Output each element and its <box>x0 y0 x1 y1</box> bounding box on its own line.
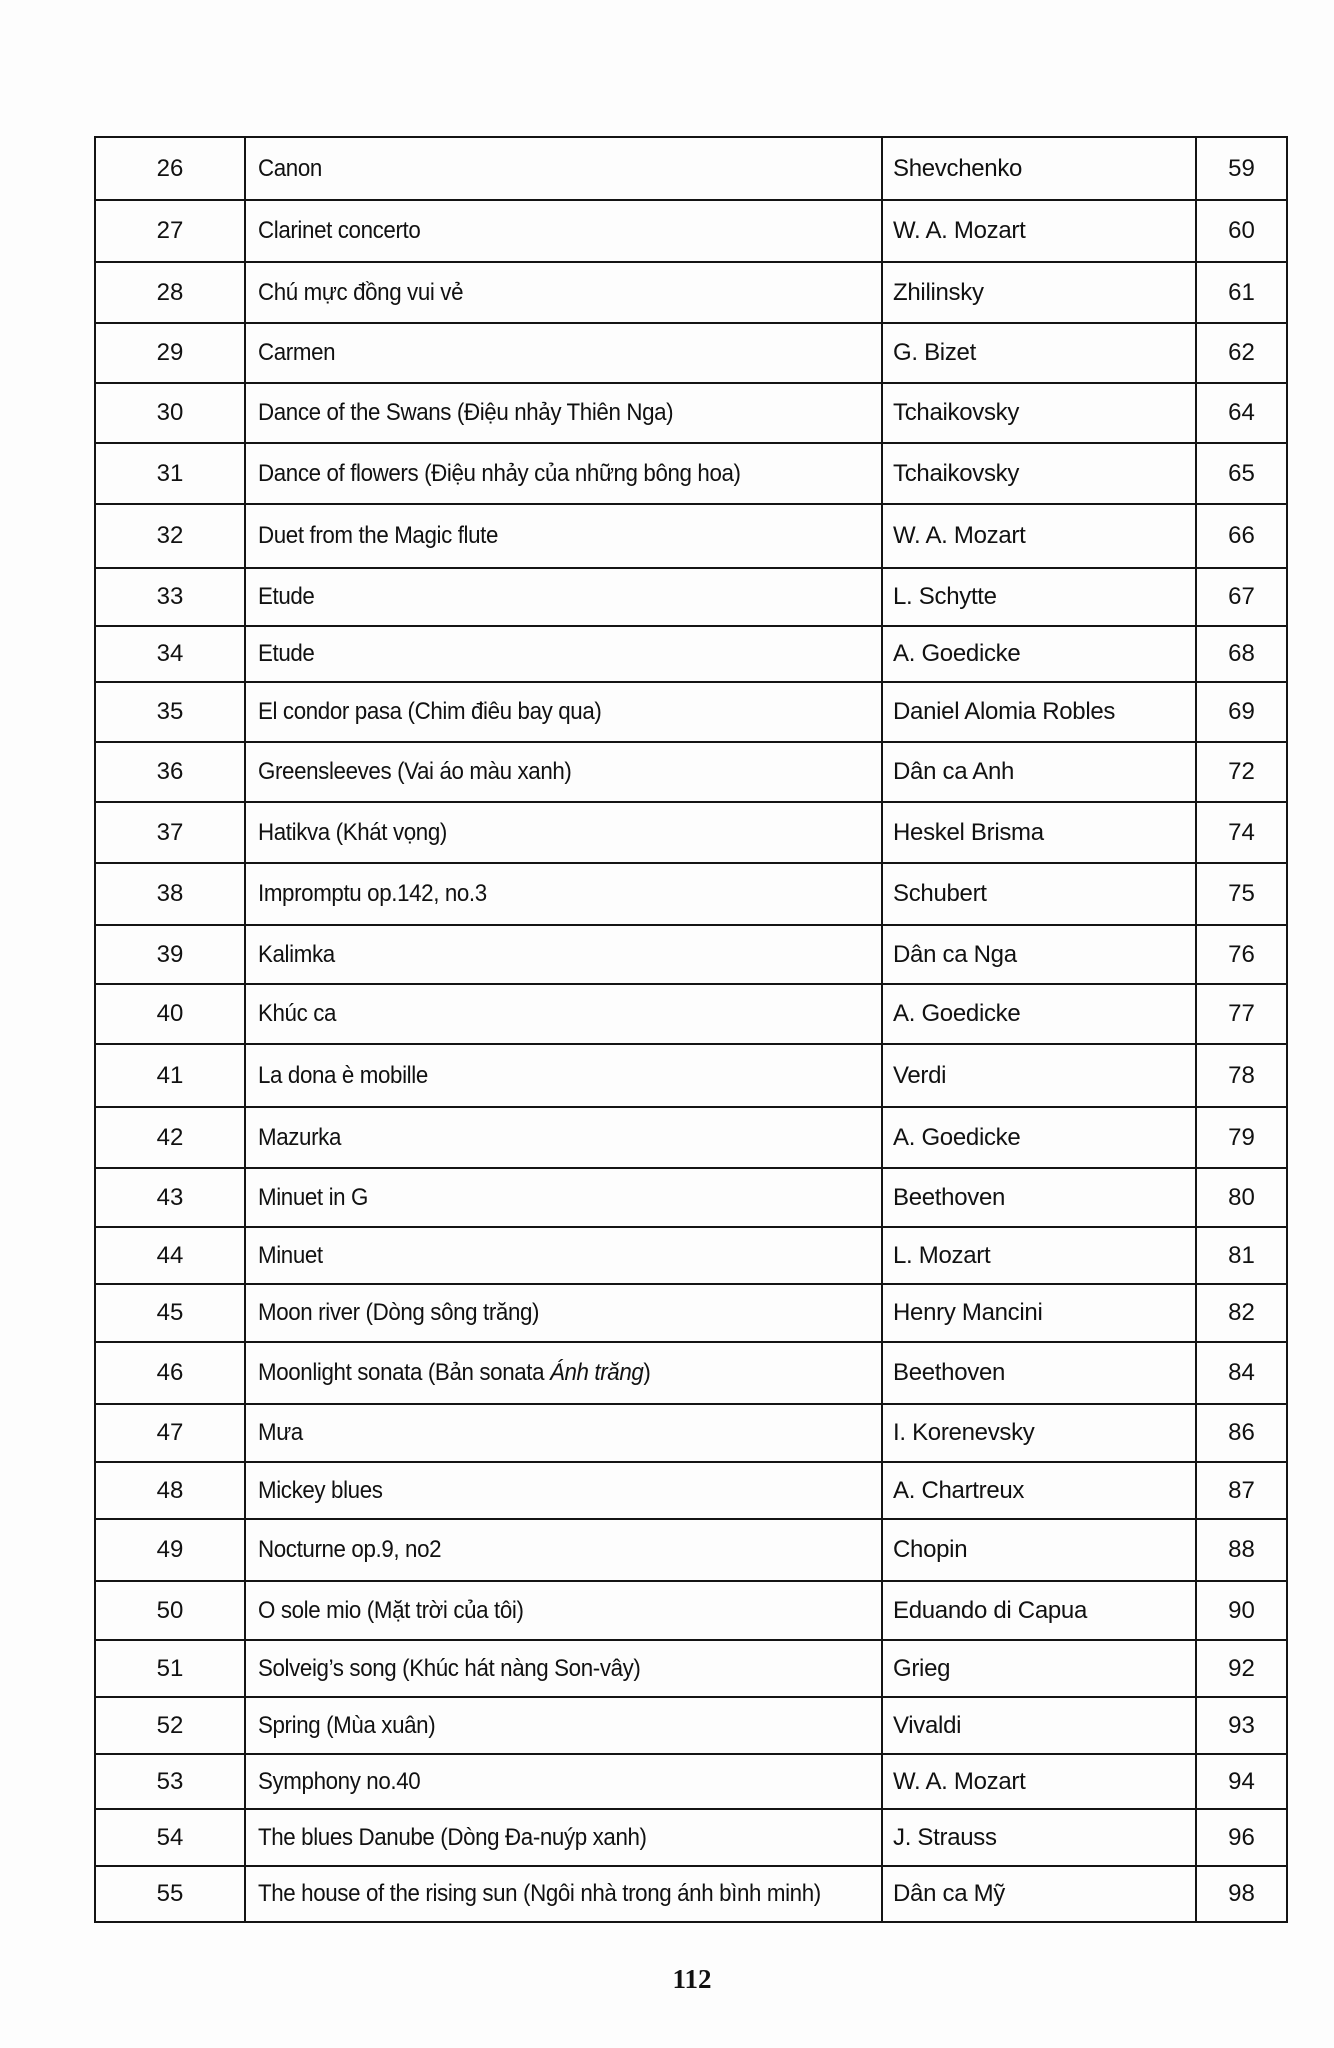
table-row <box>95 568 1287 626</box>
table-row <box>95 504 1287 568</box>
song-number: 37 <box>95 802 245 863</box>
table-row <box>95 1462 1287 1519</box>
page-ref: 92 <box>1196 1640 1287 1697</box>
table-row <box>95 1809 1287 1866</box>
song-title-text: Etude <box>258 640 315 667</box>
song-title <box>245 323 882 383</box>
composer: W. A. Mozart <box>882 1754 1196 1809</box>
song-title <box>245 383 882 443</box>
song-title <box>245 1284 882 1342</box>
table-row <box>95 1044 1287 1107</box>
song-title <box>245 742 882 802</box>
song-number: 55 <box>95 1866 245 1922</box>
table-row <box>95 137 1287 200</box>
page-ref: 72 <box>1196 742 1287 802</box>
composer: L. Schytte <box>882 568 1196 626</box>
page-ref: 96 <box>1196 1809 1287 1866</box>
song-title <box>245 568 882 626</box>
composer: Henry Mancini <box>882 1284 1196 1342</box>
song-title-text: Dance of flowers (Điệu nhảy của những bông hoa) <box>258 459 741 487</box>
song-title <box>245 925 882 984</box>
page-ref: 65 <box>1196 443 1287 504</box>
table-row <box>95 200 1287 262</box>
song-title-text: Dance of the Swans (Điệu nhảy Thiên Nga) <box>258 399 674 426</box>
song-number: 43 <box>95 1168 245 1227</box>
page-ref: 93 <box>1196 1697 1287 1754</box>
page-ref: 60 <box>1196 200 1287 262</box>
page-ref: 90 <box>1196 1581 1287 1640</box>
song-title-text: Moonlight sonata (Bản sonata <box>258 1359 550 1386</box>
song-number: 33 <box>95 568 245 626</box>
page-ref: 98 <box>1196 1866 1287 1922</box>
composer: Beethoven <box>882 1168 1196 1227</box>
song-title-text: La dona è mobille <box>258 1061 428 1089</box>
page-ref: 80 <box>1196 1168 1287 1227</box>
song-title-text: Minuet in G <box>258 1183 369 1211</box>
table-row <box>95 626 1287 682</box>
song-number: 36 <box>95 742 245 802</box>
table-row <box>95 1519 1287 1581</box>
song-title <box>245 626 882 682</box>
song-title <box>245 504 882 568</box>
page-ref: 87 <box>1196 1462 1287 1519</box>
composer: Beethoven <box>882 1342 1196 1404</box>
composer: Dân ca Anh <box>882 742 1196 802</box>
song-title <box>245 1519 882 1581</box>
song-title <box>245 262 882 323</box>
song-number: 27 <box>95 200 245 262</box>
composer: I. Korenevsky <box>882 1404 1196 1462</box>
song-title <box>245 1107 882 1168</box>
song-title <box>245 200 882 262</box>
page-ref: 77 <box>1196 984 1287 1044</box>
song-title-text: Spring (Mùa xuân) <box>258 1711 436 1739</box>
song-number: 46 <box>95 1342 245 1404</box>
page-ref: 66 <box>1196 504 1287 568</box>
page-ref: 79 <box>1196 1107 1287 1168</box>
page-ref: 86 <box>1196 1404 1287 1462</box>
composer: W. A. Mozart <box>882 504 1196 568</box>
composer: A. Goedicke <box>882 984 1196 1044</box>
composer: Shevchenko <box>882 137 1196 200</box>
page-ref: 78 <box>1196 1044 1287 1107</box>
song-title-text: Chú mực đồng vui vẻ <box>258 278 464 306</box>
song-title-text: O sole mio (Mặt trời của tôi) <box>258 1596 524 1624</box>
song-title-text: Duet from the Magic flute <box>258 522 499 549</box>
song-number: 26 <box>95 137 245 200</box>
composer: Eduando di Capua <box>882 1581 1196 1640</box>
table-row <box>95 1866 1287 1922</box>
song-title <box>245 1581 882 1640</box>
table-row <box>95 1107 1287 1168</box>
composer: W. A. Mozart <box>882 200 1196 262</box>
song-title-text: Mưa <box>258 1419 303 1446</box>
song-title-text: Mickey blues <box>258 1476 383 1504</box>
composer: Heskel Brisma <box>882 802 1196 863</box>
table-row <box>95 984 1287 1044</box>
table-row <box>95 1168 1287 1227</box>
song-number: 42 <box>95 1107 245 1168</box>
table-row <box>95 1754 1287 1809</box>
page-ref: 61 <box>1196 262 1287 323</box>
song-title <box>245 1342 882 1404</box>
table-row <box>95 1697 1287 1754</box>
song-title <box>245 863 882 925</box>
table-row <box>95 863 1287 925</box>
song-number: 31 <box>95 443 245 504</box>
song-title-text: Canon <box>258 154 322 182</box>
song-title-text: Mazurka <box>258 1123 341 1151</box>
song-number: 35 <box>95 682 245 742</box>
song-number: 51 <box>95 1640 245 1697</box>
song-title <box>245 1227 882 1284</box>
composer: Tchaikovsky <box>882 383 1196 443</box>
page-ref: 67 <box>1196 568 1287 626</box>
page-ref: 75 <box>1196 863 1287 925</box>
composer: Daniel Alomia Robles <box>882 682 1196 742</box>
page-ref: 94 <box>1196 1754 1287 1809</box>
song-title <box>245 443 882 504</box>
song-number: 30 <box>95 383 245 443</box>
song-number: 52 <box>95 1697 245 1754</box>
page-ref: 82 <box>1196 1284 1287 1342</box>
composer: Chopin <box>882 1519 1196 1581</box>
song-index-body <box>95 137 1287 1922</box>
song-title-text: Hatikva (Khát vọng) <box>258 818 447 846</box>
song-number: 54 <box>95 1809 245 1866</box>
song-title-end: ) <box>643 1359 651 1386</box>
table-row <box>95 262 1287 323</box>
page-ref: 62 <box>1196 323 1287 383</box>
table-row <box>95 1284 1287 1342</box>
song-title-text: Carmen <box>258 339 336 366</box>
table-row <box>95 742 1287 802</box>
page-ref: 88 <box>1196 1519 1287 1581</box>
song-number: 50 <box>95 1581 245 1640</box>
song-number: 40 <box>95 984 245 1044</box>
table-row <box>95 1404 1287 1462</box>
song-title <box>245 1462 882 1519</box>
song-title <box>245 1044 882 1107</box>
song-title-text: Etude <box>258 583 315 610</box>
page-ref: 74 <box>1196 802 1287 863</box>
song-title <box>245 137 882 200</box>
song-title-text: Nocturne op.9, no2 <box>258 1536 442 1563</box>
table-row <box>95 1342 1287 1404</box>
table-row <box>95 925 1287 984</box>
composer: L. Mozart <box>882 1227 1196 1284</box>
song-number: 53 <box>95 1754 245 1809</box>
table-row <box>95 1581 1287 1640</box>
song-number: 28 <box>95 262 245 323</box>
song-number: 39 <box>95 925 245 984</box>
table-row <box>95 1640 1287 1697</box>
song-title-text: Moon river (Dòng sông trăng) <box>258 1299 540 1326</box>
song-title-text: El condor pasa (Chim điêu bay qua) <box>258 698 602 725</box>
song-title-text: Impromptu op.142, no.3 <box>258 880 487 907</box>
song-title-text: Minuet <box>258 1241 323 1269</box>
composer: A. Goedicke <box>882 626 1196 682</box>
song-title-text: Solveig’s song (Khúc hát nàng Son-vây) <box>258 1654 641 1682</box>
page-ref: 59 <box>1196 137 1287 200</box>
composer: Dân ca Nga <box>882 925 1196 984</box>
song-title <box>245 1168 882 1227</box>
table-row <box>95 443 1287 504</box>
song-title <box>245 1404 882 1462</box>
composer: Verdi <box>882 1044 1196 1107</box>
song-title-text: Khúc ca <box>258 1000 337 1027</box>
song-title-text: The house of the rising sun (Ngôi nhà trong ánh bình minh) <box>258 1880 821 1907</box>
page-ref: 64 <box>1196 383 1287 443</box>
song-number: 41 <box>95 1044 245 1107</box>
page-ref: 76 <box>1196 925 1287 984</box>
page-number: 112 <box>672 1964 712 1994</box>
composer: Tchaikovsky <box>882 443 1196 504</box>
song-title <box>245 682 882 742</box>
song-number: 49 <box>95 1519 245 1581</box>
composer: Schubert <box>882 863 1196 925</box>
composer: A. Goedicke <box>882 1107 1196 1168</box>
composer: J. Strauss <box>882 1809 1196 1866</box>
table-row <box>95 682 1287 742</box>
song-title <box>245 1640 882 1697</box>
composer: G. Bizet <box>882 323 1196 383</box>
song-title <box>245 802 882 863</box>
song-number: 32 <box>95 504 245 568</box>
song-number: 38 <box>95 863 245 925</box>
song-number: 34 <box>95 626 245 682</box>
song-number: 48 <box>95 1462 245 1519</box>
composer: A. Chartreux <box>882 1462 1196 1519</box>
song-title <box>245 1754 882 1809</box>
song-number: 29 <box>95 323 245 383</box>
song-title <box>245 984 882 1044</box>
composer: Grieg <box>882 1640 1196 1697</box>
song-number: 44 <box>95 1227 245 1284</box>
page-ref: 81 <box>1196 1227 1287 1284</box>
song-title-text: Greensleeves (Vai áo màu xanh) <box>258 758 572 785</box>
table-row <box>95 1227 1287 1284</box>
page-ref: 68 <box>1196 626 1287 682</box>
page-ref: 69 <box>1196 682 1287 742</box>
composer: Dân ca Mỹ <box>882 1866 1196 1922</box>
song-number: 45 <box>95 1284 245 1342</box>
song-number: 47 <box>95 1404 245 1462</box>
song-title-text: Symphony no.40 <box>258 1767 421 1795</box>
composer: Vivaldi <box>882 1697 1196 1754</box>
song-title <box>245 1809 882 1866</box>
composer: Zhilinsky <box>882 262 1196 323</box>
song-title <box>245 1866 882 1922</box>
song-title-italic: Ánh trăng <box>549 1359 644 1386</box>
table-row <box>95 323 1287 383</box>
song-title <box>245 1697 882 1754</box>
song-title-text: The blues Danube (Dòng Đa-nuýp xanh) <box>258 1823 647 1851</box>
song-index-table <box>94 136 1288 1923</box>
song-title-text: Clarinet concerto <box>258 217 421 244</box>
song-title-text: Kalimka <box>258 940 335 968</box>
table-row <box>95 383 1287 443</box>
table-row <box>95 802 1287 863</box>
page-ref: 84 <box>1196 1342 1287 1404</box>
